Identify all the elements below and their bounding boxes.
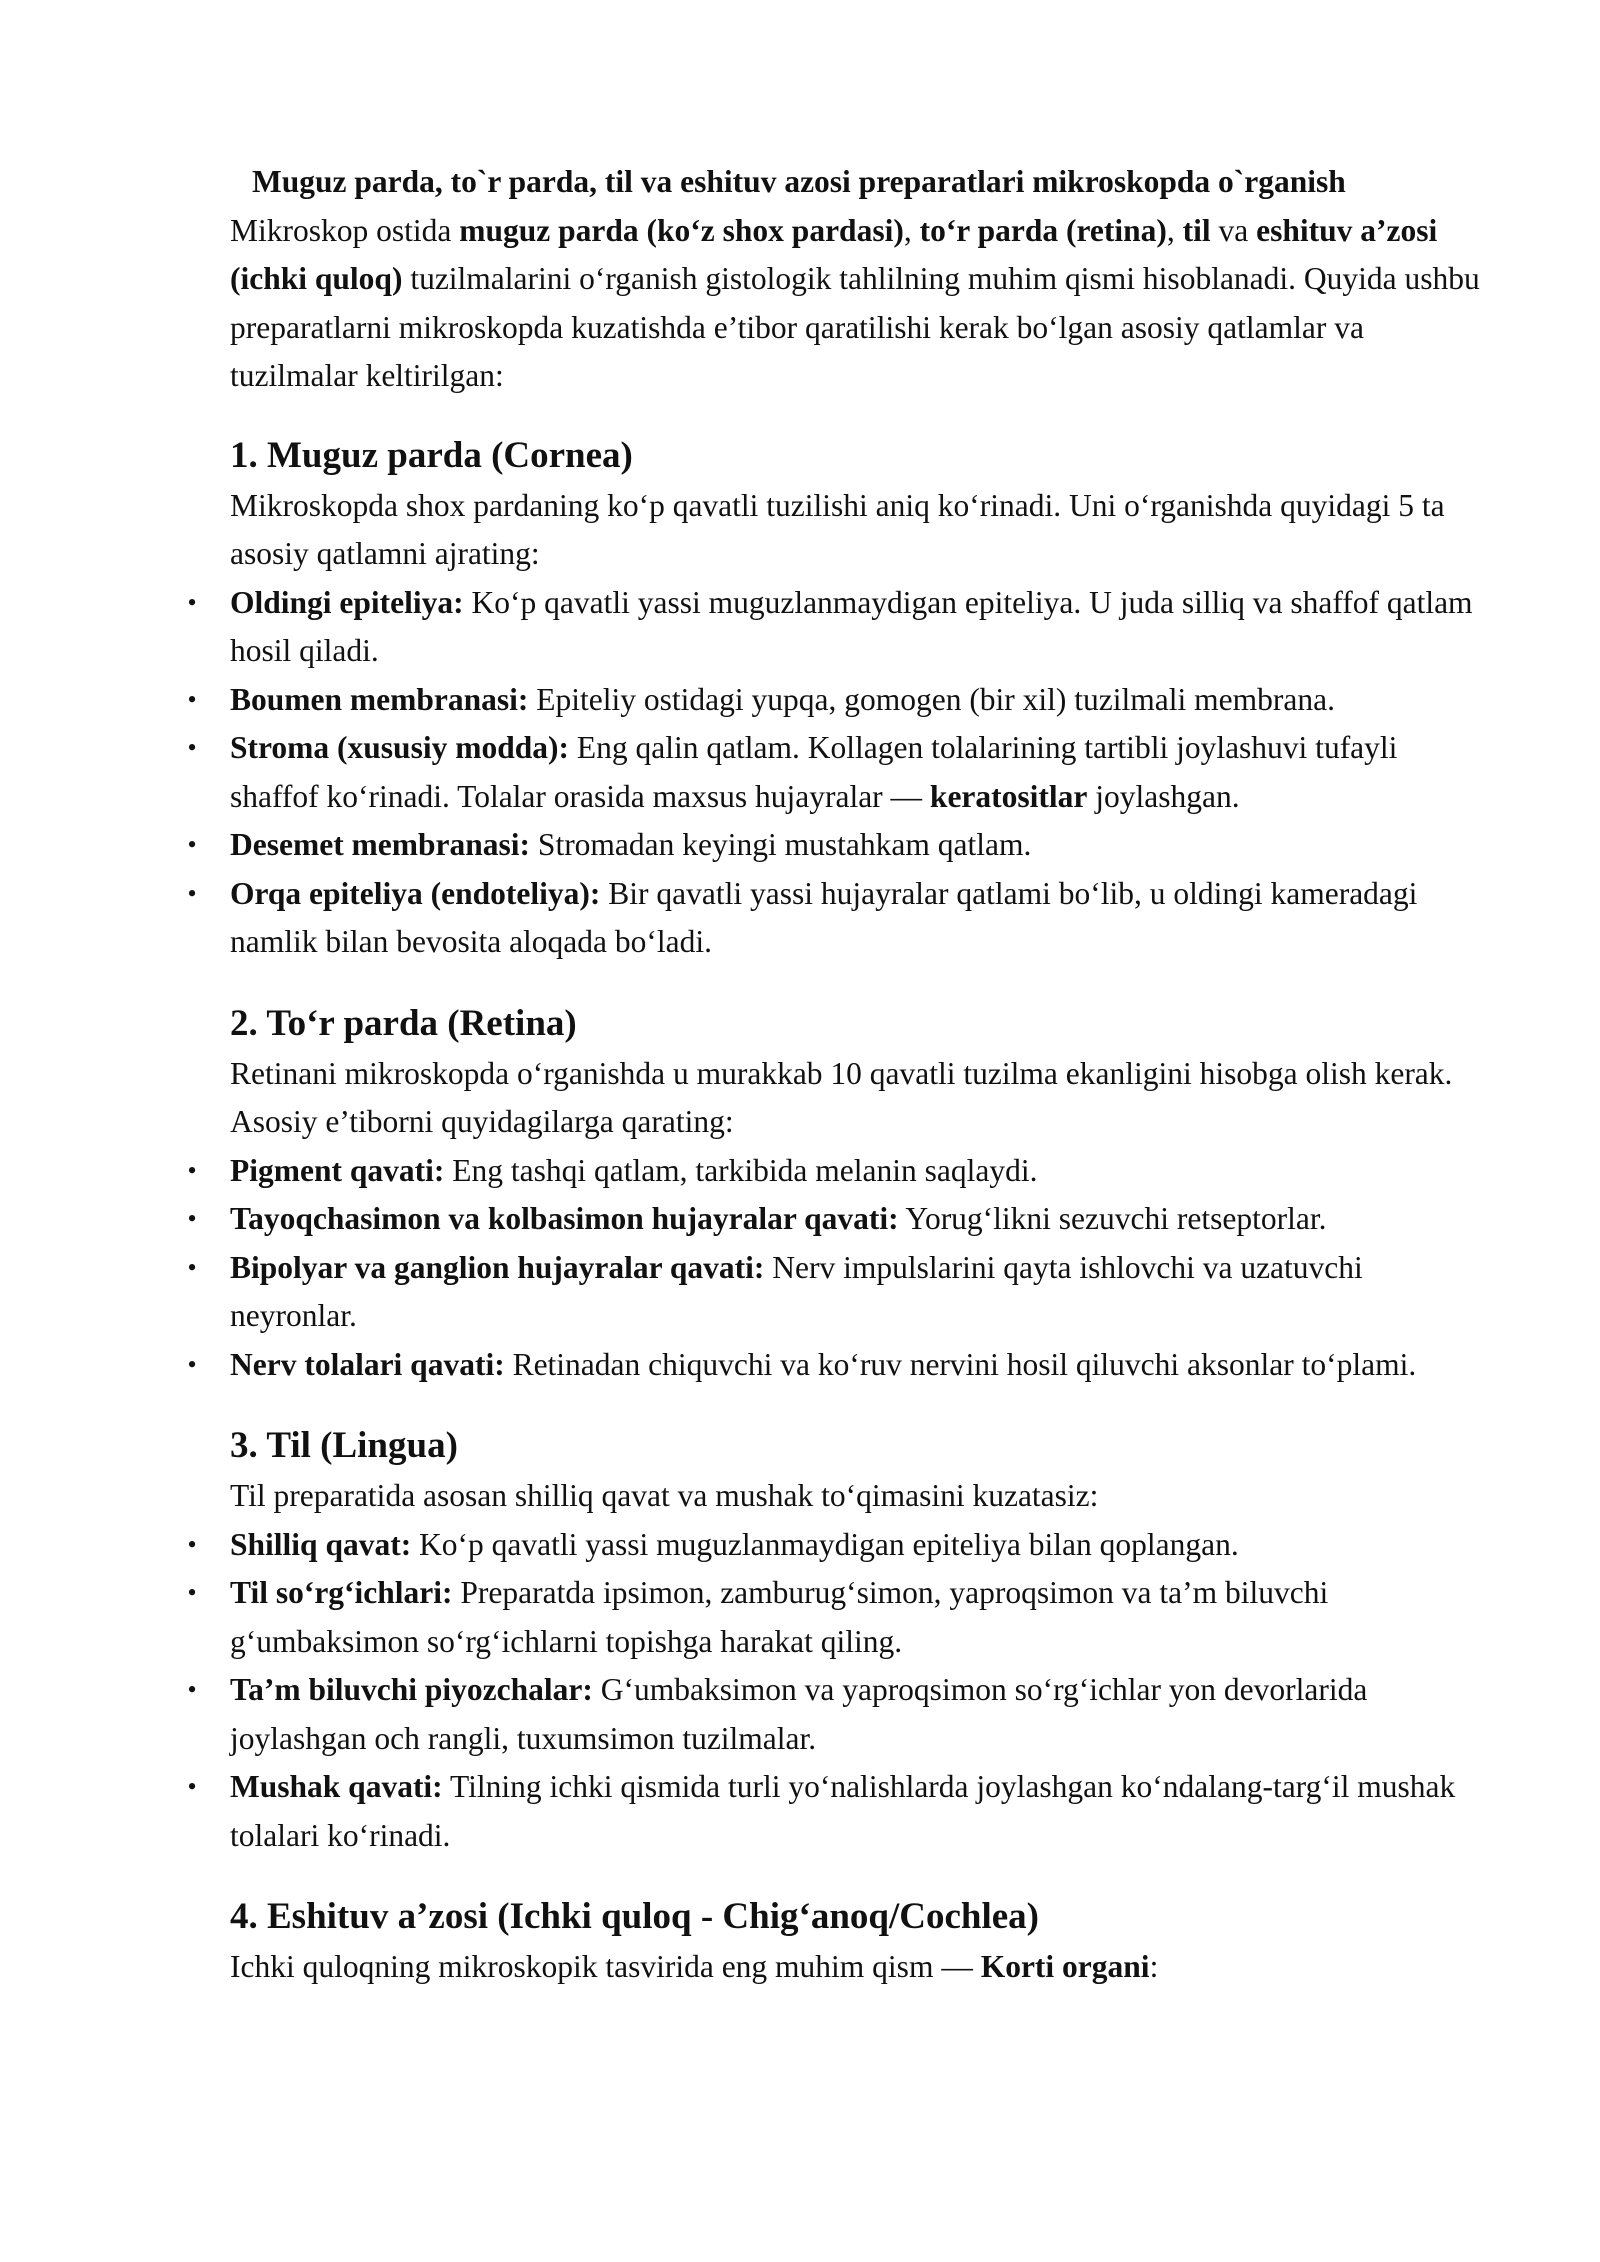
section-intro: [230, 1943, 1492, 1992]
intro-text-2: ,: [903, 212, 920, 248]
intro-text-4: va: [1210, 212, 1257, 248]
item-text: Ko‘p qavatli yassi muguzlanmaydigan epiteliya bilan qoplangan.: [411, 1526, 1239, 1562]
item-text: Yorug‘likni sezuvchi retseptorlar.: [898, 1201, 1327, 1236]
list-item: [187, 1244, 1492, 1341]
item-term: Tayoqchasimon va kolbasimon hujayralar qavati:: [230, 1201, 899, 1236]
list-item: [187, 1341, 1492, 1390]
bullet-list: [187, 1147, 1492, 1390]
intro-bold-tongue: til: [1182, 212, 1211, 248]
item-text: Eng tashqi qatlam, tarkibida melanin saqlaydi.: [444, 1152, 1038, 1188]
section-cornea: [187, 430, 1492, 967]
bullet-icon: •: [187, 878, 197, 908]
item-term: Boumen membranasi:: [230, 681, 529, 717]
item-text: Tilning ichki qismida turli yo‘nalishlarda joylashgan ko‘ndalang-targ‘il mushak tolalari ko‘rinadi.: [230, 1769, 1456, 1853]
item-term: Mushak qavati:: [230, 1769, 443, 1804]
section-intro: Til preparatida asosan shilliq qavat va mushak to‘qimasini kuzatasiz:: [230, 1478, 1099, 1513]
list-item: [187, 1147, 1492, 1196]
intro-text-3: ,: [1166, 212, 1183, 248]
section-intro-bold: Korti organi: [980, 1949, 1150, 1984]
item-bold-keratocytes: keratositlar: [929, 778, 1088, 814]
item-text: Eng qalin qatlam. Kollagen tolalarining tartibli joylashuvi tufayli shaffof ko‘rinadi. Tolalar orasida maxsus hujayralar —: [230, 730, 1398, 814]
bullet-icon: •: [187, 587, 197, 617]
item-term: Til so‘rg‘ichlari:: [230, 1575, 453, 1610]
list-item: [187, 1195, 1492, 1244]
item-term: Shilliq qavat:: [230, 1526, 412, 1562]
document-title: Muguz parda, to`r parda, til va eshituv azosi preparatlari mikroskopda o`rganish: [252, 164, 1346, 199]
document-body: [187, 158, 1492, 1992]
bullet-icon: •: [187, 830, 197, 859]
item-term: Pigment qavati:: [230, 1152, 445, 1188]
section-heading: 2. To‘r parda (Retina): [230, 1002, 577, 1044]
item-text: Retinadan chiquvchi va ko‘ruv nervini hosil qiluvchi aksonlar to‘plami.: [504, 1346, 1417, 1382]
intro-paragraph: [230, 207, 1492, 401]
item-text-end: joylashgan.: [1087, 778, 1240, 814]
section-heading: 3. Til (Lingua): [230, 1425, 458, 1466]
bullet-icon: •: [187, 1252, 197, 1282]
intro-bold-ear: eshituv a’zosi (ichki quloq): [230, 212, 1438, 296]
bullet-icon: •: [187, 1349, 197, 1379]
list-item: [187, 579, 1492, 676]
item-term: Oldingi epiteliya:: [230, 584, 464, 620]
intro-text-1: Mikroskop ostida: [230, 212, 460, 248]
intro-bold-retina: to‘r parda (retina): [919, 212, 1167, 248]
list-item: [187, 821, 1492, 870]
item-text: Bir qavatli yassi hujayralar qatlami bo‘lib, u oldingi kameradagi namlik bilan bevosita aloqada bo‘ladi.: [230, 875, 1418, 959]
bullet-icon: •: [187, 733, 197, 762]
list-item: [187, 870, 1492, 967]
bullet-icon: •: [187, 684, 197, 714]
section-ear: [230, 1891, 1492, 1992]
bullet-icon: •: [187, 1155, 197, 1185]
item-text: G‘umbaksimon va yaproqsimon so‘rg‘ichlar yon devorlarida joylashgan och rangli, tuxumsimon tuzilmalar.: [230, 1672, 1368, 1756]
bullet-icon: •: [187, 1529, 197, 1559]
item-term: Nerv tolalari qavati:: [230, 1346, 505, 1382]
list-item: [187, 1569, 1492, 1666]
bullet-icon: •: [187, 1772, 197, 1801]
bullet-list: [187, 579, 1492, 967]
list-item: [187, 1666, 1492, 1763]
intro-text-5: tuzilmalarini o‘rganish gistologik tahlilning muhim qismi hisoblanadi. Quyida ushbu preparatlarni mikroskopda kuzatishda e’tibor qaratilishi kerak bo‘lgan asosiy qatlamlar va tuzilmalar keltirilgan:: [230, 261, 1480, 393]
section-heading: 4. Eshituv a’zosi (Ichki quloq - Chig‘anoq/Cochlea): [230, 1896, 1039, 1937]
bullet-icon: •: [187, 1204, 197, 1233]
list-item: [187, 676, 1492, 725]
item-text: Ko‘p qavatli yassi muguzlanmaydigan epiteliya. U juda silliq va shaffof qatlam hosil qiladi.: [230, 584, 1473, 668]
list-item: [187, 1763, 1492, 1860]
bullet-icon: •: [187, 1675, 197, 1704]
intro-bold-cornea: muguz parda (ko‘z shox pardasi): [459, 212, 904, 248]
section-retina: [187, 998, 1492, 1390]
bullet-icon: •: [187, 1578, 197, 1607]
item-term: Orqa epiteliya (endoteliya):: [230, 875, 601, 911]
list-item: [187, 724, 1492, 821]
section-tongue: [187, 1420, 1492, 1860]
item-text: Nerv impulslarini qayta ishlovchi va uzatuvchi neyronlar.: [230, 1249, 1363, 1333]
item-text: Stromadan keyingi mustahkam qatlam.: [530, 827, 1032, 862]
item-text: Preparatda ipsimon, zamburug‘simon, yaproqsimon va ta’m biluvchi g‘umbaksimon so‘rg‘ichlarni topishga harakat qiling.: [230, 1575, 1329, 1659]
item-term: Stroma (xususiy modda):: [230, 730, 569, 765]
section-intro-end: :: [1149, 1949, 1159, 1984]
bullet-list: [187, 1521, 1492, 1861]
item-term: Ta’m biluvchi piyozchalar:: [230, 1672, 593, 1707]
section-intro: Mikroskopda shox pardaning ko‘p qavatli tuzilishi aniq ko‘rinadi. Uni o‘rganishda quyidagi 5 ta asosiy qatlamni ajrating:: [230, 487, 1445, 571]
section-intro-text: Ichki quloqning mikroskopik tasvirida eng muhim qism —: [230, 1949, 981, 1984]
section-heading: 1. Muguz parda (Cornea): [230, 434, 633, 476]
item-text: Epiteliy ostidagi yupqa, gomogen (bir xil) tuzilmali membrana.: [528, 681, 1335, 717]
section-intro: Retinani mikroskopda o‘rganishda u murakkab 10 qavatli tuzilma ekanligini hisobga olish kerak. Asosiy e’tiborni quyidagilarga qarating:: [230, 1055, 1453, 1139]
item-term: Bipolyar va ganglion hujayralar qavati:: [230, 1249, 765, 1285]
item-term: Desemet membranasi:: [230, 827, 531, 862]
list-item: [187, 1521, 1492, 1570]
